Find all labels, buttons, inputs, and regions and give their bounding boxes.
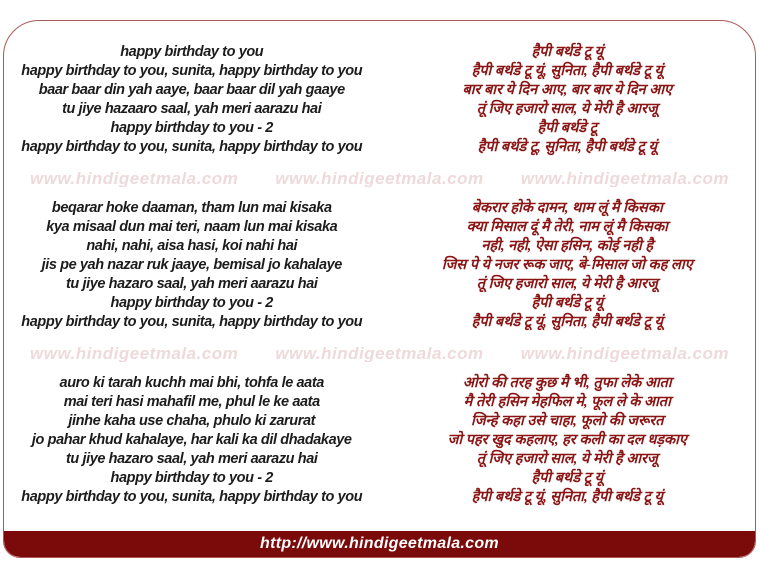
stanza-3-english — [4, 374, 380, 507]
watermark-text: www.hindigeetmala.com — [275, 169, 484, 187]
watermark-text: www.hindigeetmala.com — [520, 169, 729, 187]
stanza-2 — [4, 199, 755, 332]
lyric-line-hi: हैपी बर्थडे टू, सुनिता, हैपी बर्थडे टू यूं — [477, 139, 657, 155]
lyric-line-en: happy birthday to you, sunita, happy birthday to you — [21, 314, 363, 330]
watermark-text: www.hindigeetmala.com — [30, 169, 239, 187]
lyric-line-hi: हैपी बर्थडे टू यूं, सुनिता, हैपी बर्थडे टू यूं — [471, 314, 663, 330]
lyrics-sheet — [3, 20, 756, 558]
lyric-line-en: tu jiye hazaaro saal, yah meri aarazu hai — [62, 101, 322, 117]
lyric-line-en: happy birthday to you - 2 — [110, 120, 273, 136]
stanza-3 — [4, 374, 755, 507]
stanza-2-english — [4, 199, 380, 332]
lyric-line-en: happy birthday to you, sunita, happy birthday to you — [21, 139, 363, 155]
lyric-line-hi: हैपी बर्थडे टू यूं — [531, 470, 604, 486]
lyric-line-en: jis pe yah nazar ruk jaaye, bemisal jo kahalaye — [41, 257, 342, 273]
lyric-line-en: baar baar din yah aaye, baar baar dil yah gaaye — [38, 82, 345, 98]
lyric-line-en: auro ki tarah kuchh mai bhi, tohfa le aata — [59, 375, 324, 391]
lyric-line-hi: क्या मिसाल दूं मै तेरी, नाम लूं मै किसका — [466, 219, 668, 235]
lyric-line-hi: हैपी बर्थडे टू यूं — [531, 44, 604, 60]
lyric-line-en: happy birthday to you, sunita, happy birthday to you — [21, 489, 363, 505]
lyric-line-hi: तूं जिए हजारो साल, ये मेरी है आरजू — [476, 101, 658, 117]
lyric-line-hi: हैपी बर्थडे टू यूं — [531, 295, 604, 311]
lyric-line-hi: हैपी बर्थडे टू यूं, सुनिता, हैपी बर्थडे टू यूं — [471, 63, 663, 79]
stanza-3-hindi — [380, 374, 756, 507]
watermark-text: www.hindigeetmala.com — [275, 344, 484, 362]
lyric-line-en: nahi, nahi, aisa hasi, koi nahi hai — [86, 238, 298, 254]
lyric-line-en: mai teri hasi mahafil me, phul le ke aata — [63, 394, 320, 410]
footer-url: http://www.hindigeetmala.com — [260, 535, 499, 552]
lyric-line-en: beqarar hoke daaman, tham lun mai kisaka — [51, 200, 332, 216]
lyric-line-hi: ओरो की तरह कुछ मै भी, तुफा लेके आता — [462, 375, 672, 391]
lyric-line-en: tu jiye hazaro saal, yah meri aarazu hai — [65, 451, 318, 467]
lyric-line-en: happy birthday to you — [120, 44, 264, 60]
lyric-line-hi: बेकरार होके दामन, थाम लूं मै किसका — [471, 200, 663, 216]
lyric-line-en: jo pahar khud kahalaye, har kali ka dil dhadakaye — [31, 432, 352, 448]
lyric-line-hi: हैपी बर्थडे टू — [537, 120, 598, 136]
footer-bar — [4, 531, 755, 557]
lyric-line-en: happy birthday to you, sunita, happy birthday to you — [21, 63, 363, 79]
lyric-line-hi: नही, नही, ऐसा हसिन, कोई नही है — [481, 238, 654, 254]
lyric-line-en: happy birthday to you - 2 — [110, 295, 273, 311]
lyric-line-hi: बार बार ये दिन आए, बार बार ये दिन आए — [462, 82, 673, 98]
lyric-line-en: jinhe kaha use chaha, phulo ki zarurat — [68, 413, 316, 429]
stanza-1-hindi — [380, 43, 756, 157]
lyric-line-hi: तूं जिए हजारो साल, ये मेरी है आरजू — [476, 451, 658, 467]
watermark-text: www.hindigeetmala.com — [520, 344, 729, 362]
stanza-1 — [4, 43, 755, 157]
watermark-row — [4, 169, 755, 187]
stanza-2-hindi — [380, 199, 756, 332]
lyric-line-en: tu jiye hazaro saal, yah meri aarazu hai — [65, 276, 318, 292]
lyric-line-hi: तूं जिए हजारो साल, ये मेरी है आरजू — [476, 276, 658, 292]
lyric-line-hi: जो पहर खुद कहलाए, हर कली का दल धड़काए — [447, 432, 687, 448]
stanza-1-english — [4, 43, 380, 157]
watermark-row — [4, 344, 755, 362]
lyric-line-hi: हैपी बर्थडे टू यूं, सुनिता, हैपी बर्थडे टू यूं — [471, 489, 663, 505]
lyric-line-hi: मै तेरी हसिन मेहफिल मे, फूल ले के आता — [463, 394, 671, 410]
lyric-line-en: kya misaal dun mai teri, naam lun mai kisaka — [46, 219, 338, 235]
lyric-line-en: happy birthday to you - 2 — [110, 470, 273, 486]
lyrics-content — [4, 21, 755, 507]
watermark-text: www.hindigeetmala.com — [30, 344, 239, 362]
lyric-line-hi: जिस पे ये नजर रूक जाए, बे-मिसाल जो कह लाए — [441, 257, 693, 273]
lyric-line-hi: जिन्हे कहा उसे चाहा, फूलो की जरूरत — [470, 413, 664, 429]
